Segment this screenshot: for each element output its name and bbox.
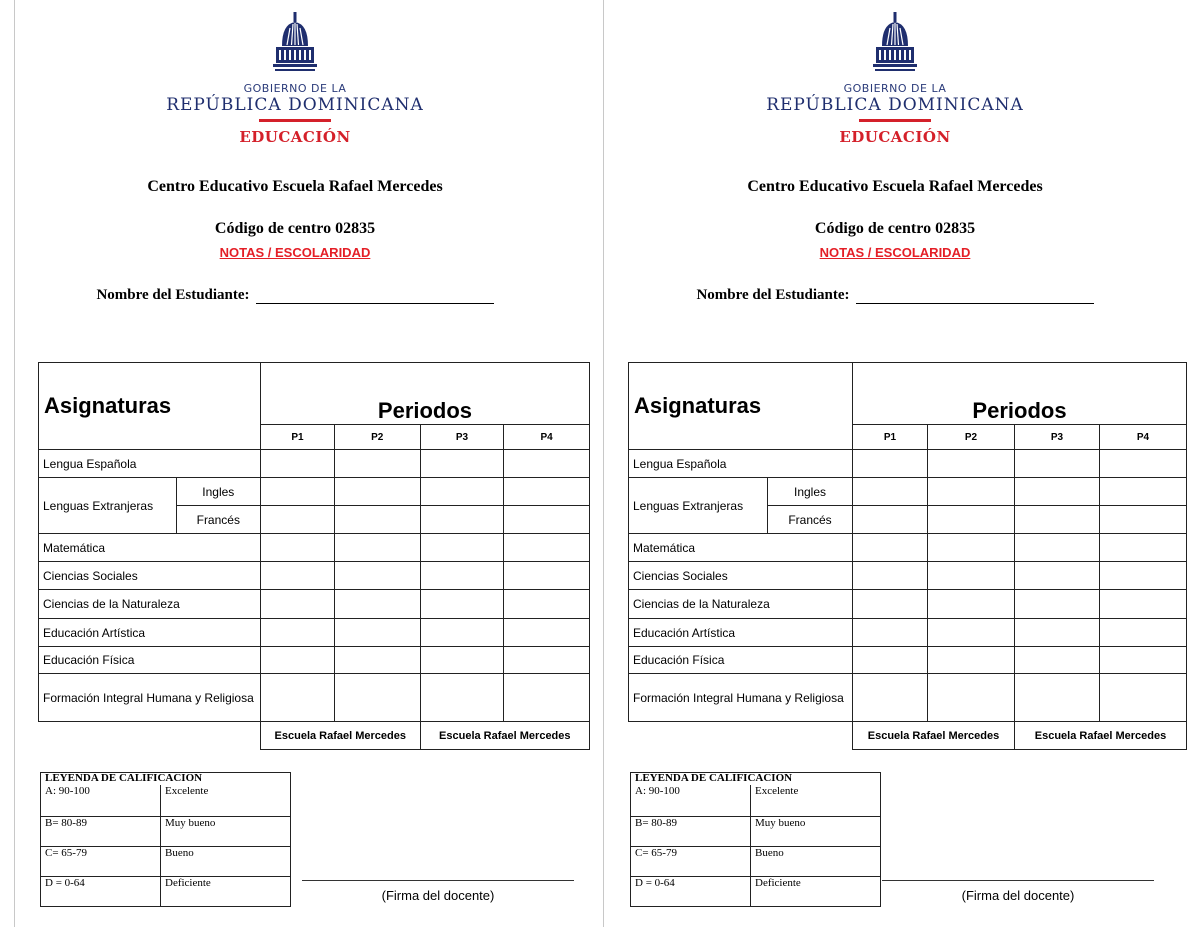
section-title: NOTAS / ESCOLARIDAD bbox=[219, 245, 371, 260]
subject-lenguas-extranjeras: Lenguas Extranjeras bbox=[629, 478, 768, 534]
subject-lenguas-extranjeras: Lenguas Extranjeras bbox=[39, 478, 177, 534]
footer-school-1: Escuela Rafael Mercedes bbox=[853, 722, 1015, 750]
legend-desc: Excelente bbox=[751, 785, 881, 817]
gov-logo bbox=[0, 12, 590, 162]
period-p4: P4 bbox=[1100, 425, 1187, 450]
grade-cell[interactable] bbox=[420, 674, 504, 722]
grade-cell[interactable] bbox=[1015, 590, 1100, 619]
grade-cell[interactable] bbox=[420, 590, 504, 619]
table-row bbox=[629, 619, 1187, 647]
grade-cell[interactable] bbox=[1015, 478, 1100, 506]
center-name: Centro Educativo Escuela Rafael Mercedes bbox=[747, 178, 1043, 195]
grade-cell[interactable] bbox=[260, 590, 334, 619]
legend-range: D = 0-64 bbox=[41, 877, 161, 907]
grade-cell[interactable] bbox=[334, 506, 420, 534]
table-row bbox=[39, 619, 590, 647]
footer-spacer bbox=[39, 722, 261, 750]
grade-cell[interactable] bbox=[1015, 506, 1100, 534]
table-row bbox=[39, 450, 590, 478]
subject-frances: Francés bbox=[768, 506, 853, 534]
subject-lengua-espanola: Lengua Española bbox=[39, 450, 261, 478]
report-card-right bbox=[600, 0, 1190, 927]
legend-desc: Deficiente bbox=[161, 877, 291, 907]
signature-label: (Firma del docente) bbox=[381, 888, 495, 903]
grade-cell[interactable] bbox=[420, 647, 504, 674]
grade-cell[interactable] bbox=[504, 674, 590, 722]
grade-cell[interactable] bbox=[504, 619, 590, 647]
grade-cell[interactable] bbox=[1100, 562, 1187, 590]
grade-cell[interactable] bbox=[928, 674, 1015, 722]
center-name: Centro Educativo Escuela Rafael Mercedes bbox=[147, 178, 443, 195]
period-p3: P3 bbox=[1015, 425, 1100, 450]
grade-cell[interactable] bbox=[260, 450, 334, 478]
grade-cell[interactable] bbox=[1100, 590, 1187, 619]
legend-title-row bbox=[631, 773, 881, 785]
grade-cell[interactable] bbox=[1100, 534, 1187, 562]
grade-cell[interactable] bbox=[334, 562, 420, 590]
grade-cell[interactable] bbox=[1100, 674, 1187, 722]
grade-cell[interactable] bbox=[420, 506, 504, 534]
legend-row bbox=[631, 877, 881, 907]
periods-header: Periodos bbox=[853, 363, 1187, 425]
legend-range: D = 0-64 bbox=[631, 877, 751, 907]
grade-cell[interactable] bbox=[260, 674, 334, 722]
table-row bbox=[629, 590, 1187, 619]
grade-cell[interactable] bbox=[334, 450, 420, 478]
grade-cell[interactable] bbox=[260, 534, 334, 562]
republic-label: REPÚBLICA DOMINICANA bbox=[766, 95, 1024, 115]
table-header-row bbox=[629, 363, 1187, 425]
grade-cell[interactable] bbox=[334, 674, 420, 722]
table-row bbox=[39, 478, 590, 506]
table-row bbox=[629, 562, 1187, 590]
table-footer-row bbox=[629, 722, 1187, 750]
legend-desc: Muy bueno bbox=[751, 817, 881, 847]
center-code: Código de centro 02835 bbox=[814, 220, 976, 237]
table-row bbox=[39, 647, 590, 674]
grade-cell[interactable] bbox=[1015, 534, 1100, 562]
grade-cell[interactable] bbox=[1100, 450, 1187, 478]
dome-emblem-icon bbox=[872, 12, 918, 80]
legend-title: LEYENDA DE CALIFICACION bbox=[631, 773, 881, 785]
grade-cell[interactable] bbox=[420, 562, 504, 590]
period-p2: P2 bbox=[928, 425, 1015, 450]
grade-cell[interactable] bbox=[260, 478, 334, 506]
legend-desc: Bueno bbox=[161, 847, 291, 877]
grade-cell[interactable] bbox=[1015, 647, 1100, 674]
grade-cell[interactable] bbox=[928, 562, 1015, 590]
grade-cell[interactable] bbox=[853, 562, 928, 590]
legend-row bbox=[41, 817, 291, 847]
grade-cell[interactable] bbox=[1100, 478, 1187, 506]
grades-table bbox=[628, 362, 1187, 750]
grade-cell[interactable] bbox=[260, 647, 334, 674]
grade-cell[interactable] bbox=[504, 590, 590, 619]
education-label: EDUCACIÓN bbox=[239, 128, 351, 146]
grade-cell[interactable] bbox=[853, 506, 928, 534]
logo-red-bar bbox=[259, 119, 331, 122]
subject-educacion-artistica: Educación Artística bbox=[39, 619, 261, 647]
grade-cell[interactable] bbox=[504, 647, 590, 674]
legend-row bbox=[41, 847, 291, 877]
grade-cell[interactable] bbox=[334, 647, 420, 674]
grade-cell[interactable] bbox=[853, 590, 928, 619]
subject-matematica: Matemática bbox=[629, 534, 853, 562]
table-row bbox=[39, 590, 590, 619]
subject-formacion-integral: Formación Integral Humana y Religiosa bbox=[629, 674, 853, 722]
legend-range: A: 90-100 bbox=[631, 785, 751, 817]
table-row bbox=[629, 450, 1187, 478]
legend-desc: Excelente bbox=[161, 785, 291, 817]
subject-ciencias-sociales: Ciencias Sociales bbox=[629, 562, 853, 590]
legend-row bbox=[631, 847, 881, 877]
student-name-field[interactable] bbox=[856, 289, 1094, 304]
subjects-header: Asignaturas bbox=[629, 363, 853, 450]
subject-educacion-fisica: Educación Física bbox=[39, 647, 261, 674]
legend-row bbox=[41, 785, 291, 817]
grade-cell[interactable] bbox=[504, 534, 590, 562]
grade-cell[interactable] bbox=[928, 506, 1015, 534]
grade-cell[interactable] bbox=[260, 562, 334, 590]
student-name-label: Nombre del Estudiante: bbox=[96, 287, 250, 303]
subject-lengua-espanola: Lengua Española bbox=[629, 450, 853, 478]
grade-cell[interactable] bbox=[1100, 647, 1187, 674]
subjects-header: Asignaturas bbox=[39, 363, 261, 450]
gov-logo bbox=[600, 12, 1190, 162]
grade-legend bbox=[630, 772, 881, 907]
grade-legend bbox=[40, 772, 291, 907]
legend-desc: Deficiente bbox=[751, 877, 881, 907]
student-name-row bbox=[600, 287, 1190, 304]
grade-cell[interactable] bbox=[420, 478, 504, 506]
grade-cell[interactable] bbox=[853, 478, 928, 506]
period-p2: P2 bbox=[334, 425, 420, 450]
grade-cell[interactable] bbox=[420, 534, 504, 562]
grade-cell[interactable] bbox=[928, 647, 1015, 674]
grade-cell[interactable] bbox=[260, 506, 334, 534]
grade-cell[interactable] bbox=[420, 450, 504, 478]
grades-table bbox=[38, 362, 590, 750]
republic-label: REPÚBLICA DOMINICANA bbox=[166, 95, 424, 115]
legend-range: A: 90-100 bbox=[41, 785, 161, 817]
grade-cell[interactable] bbox=[853, 534, 928, 562]
legend-row bbox=[631, 817, 881, 847]
legend-range: B= 80-89 bbox=[41, 817, 161, 847]
signature-line bbox=[302, 880, 574, 881]
period-p4: P4 bbox=[504, 425, 590, 450]
legend-title: LEYENDA DE CALIFICACION bbox=[41, 773, 291, 785]
footer-school-2: Escuela Rafael Mercedes bbox=[1015, 722, 1187, 750]
grade-cell[interactable] bbox=[853, 619, 928, 647]
subject-ciencias-naturaleza: Ciencias de la Naturaleza bbox=[629, 590, 853, 619]
grade-cell[interactable] bbox=[1015, 619, 1100, 647]
grade-cell[interactable] bbox=[1015, 674, 1100, 722]
table-row bbox=[629, 674, 1187, 722]
grade-cell[interactable] bbox=[1100, 619, 1187, 647]
grade-cell[interactable] bbox=[1015, 450, 1100, 478]
subject-formacion-integral: Formación Integral Humana y Religiosa bbox=[39, 674, 261, 722]
footer-spacer bbox=[629, 722, 853, 750]
table-row bbox=[629, 534, 1187, 562]
legend-row bbox=[41, 877, 291, 907]
grade-cell[interactable] bbox=[334, 619, 420, 647]
subject-ingles: Ingles bbox=[768, 478, 853, 506]
period-p1: P1 bbox=[853, 425, 928, 450]
dome-emblem-icon bbox=[272, 12, 318, 80]
logo-red-bar bbox=[859, 119, 931, 122]
legend-desc: Bueno bbox=[751, 847, 881, 877]
education-label: EDUCACIÓN bbox=[839, 128, 951, 146]
grade-cell[interactable] bbox=[928, 619, 1015, 647]
legend-range: B= 80-89 bbox=[631, 817, 751, 847]
legend-desc: Muy bueno bbox=[161, 817, 291, 847]
grade-cell[interactable] bbox=[853, 450, 928, 478]
footer-school-1: Escuela Rafael Mercedes bbox=[260, 722, 420, 750]
subject-frances: Francés bbox=[176, 506, 260, 534]
grade-cell[interactable] bbox=[334, 590, 420, 619]
periods-header: Periodos bbox=[260, 363, 589, 425]
grade-cell[interactable] bbox=[928, 450, 1015, 478]
table-row bbox=[39, 534, 590, 562]
subject-educacion-fisica: Educación Física bbox=[629, 647, 853, 674]
table-row bbox=[39, 562, 590, 590]
signature-label: (Firma del docente) bbox=[961, 888, 1075, 903]
table-footer-row bbox=[39, 722, 590, 750]
gov-label: GOBIERNO DE LA bbox=[843, 82, 947, 95]
subject-ciencias-naturaleza: Ciencias de la Naturaleza bbox=[39, 590, 261, 619]
grade-cell[interactable] bbox=[334, 534, 420, 562]
subject-matematica: Matemática bbox=[39, 534, 261, 562]
grade-cell[interactable] bbox=[853, 674, 928, 722]
table-row bbox=[629, 647, 1187, 674]
legend-title-row bbox=[41, 773, 291, 785]
footer-school-2: Escuela Rafael Mercedes bbox=[420, 722, 589, 750]
grade-cell[interactable] bbox=[504, 478, 590, 506]
grade-cell[interactable] bbox=[504, 450, 590, 478]
legend-row bbox=[631, 785, 881, 817]
grade-cell[interactable] bbox=[928, 478, 1015, 506]
grade-cell[interactable] bbox=[928, 590, 1015, 619]
signature-line bbox=[882, 880, 1154, 881]
center-code: Código de centro 02835 bbox=[214, 220, 376, 237]
period-p1: P1 bbox=[260, 425, 334, 450]
grade-cell[interactable] bbox=[260, 619, 334, 647]
grade-cell[interactable] bbox=[420, 619, 504, 647]
student-name-label: Nombre del Estudiante: bbox=[696, 287, 850, 303]
section-title: NOTAS / ESCOLARIDAD bbox=[819, 245, 971, 260]
table-row bbox=[39, 674, 590, 722]
report-card-left bbox=[0, 0, 590, 927]
grade-cell[interactable] bbox=[1100, 506, 1187, 534]
grade-cell[interactable] bbox=[928, 534, 1015, 562]
legend-range: C= 65-79 bbox=[41, 847, 161, 877]
subject-ciencias-sociales: Ciencias Sociales bbox=[39, 562, 261, 590]
table-row bbox=[629, 478, 1187, 506]
grade-cell[interactable] bbox=[334, 478, 420, 506]
student-name-field[interactable] bbox=[256, 289, 494, 304]
subject-educacion-artistica: Educación Artística bbox=[629, 619, 853, 647]
grade-cell[interactable] bbox=[853, 647, 928, 674]
grade-cell[interactable] bbox=[504, 506, 590, 534]
grade-cell[interactable] bbox=[1015, 562, 1100, 590]
table-header-row bbox=[39, 363, 590, 425]
grade-cell[interactable] bbox=[504, 562, 590, 590]
subject-ingles: Ingles bbox=[176, 478, 260, 506]
student-name-row bbox=[0, 287, 590, 304]
gov-label: GOBIERNO DE LA bbox=[243, 82, 347, 95]
legend-range: C= 65-79 bbox=[631, 847, 751, 877]
period-p3: P3 bbox=[420, 425, 504, 450]
